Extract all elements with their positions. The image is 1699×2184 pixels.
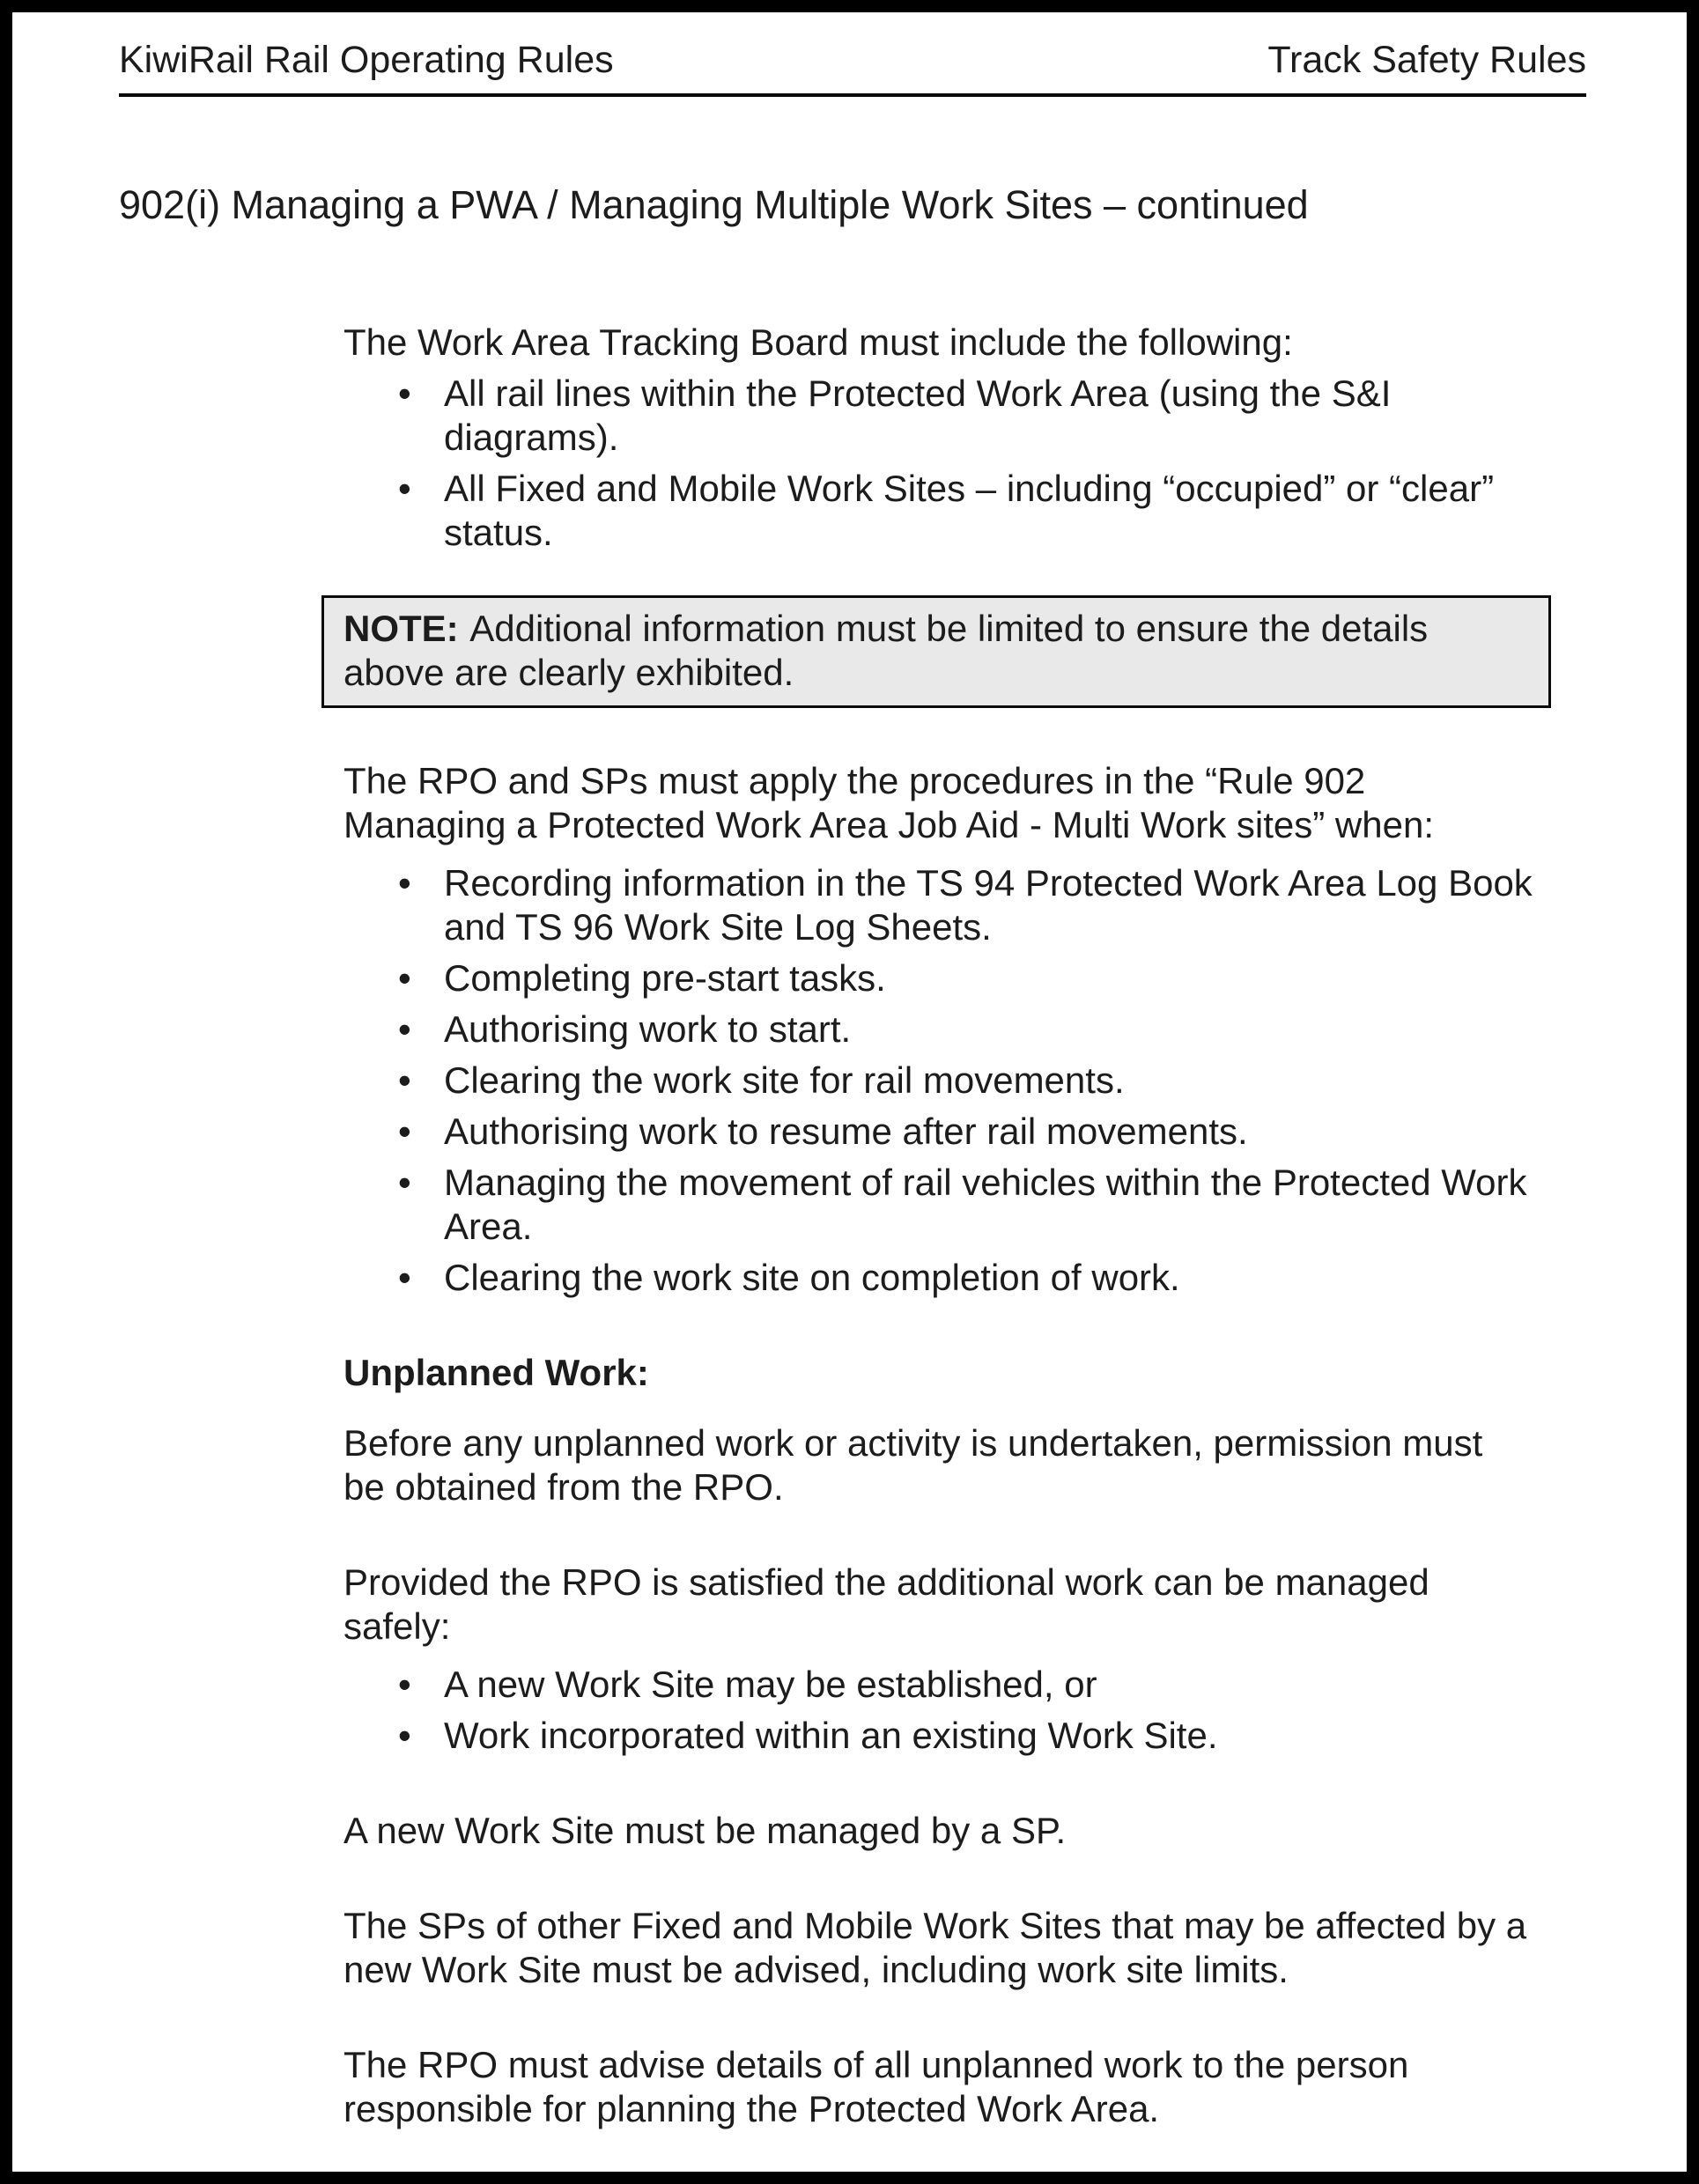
bullet-icon: • (398, 373, 411, 414)
paragraph-permission: Before any unplanned work or activity is undertaken, permission must be obtained from the RPO. (343, 1422, 1483, 1508)
tracking-board-list (343, 372, 1543, 555)
section-title: 902(i) Managing a PWA / Managing Multiple Work Sites – continued (119, 182, 1309, 227)
list-item-text: Authorising work to start. (444, 1008, 852, 1050)
list-item-text: Clearing the work site for rail movements. (444, 1059, 1125, 1101)
header-right-title: Track Safety Rules (1267, 39, 1586, 81)
header-left-title: KiwiRail Rail Operating Rules (119, 39, 614, 81)
list-item (398, 1110, 1543, 1154)
list-item-text: Recording information in the TS 94 Protected Work Area Log Book and TS 96 Work Site Log Sheets. (444, 862, 1533, 948)
paragraph-provided: Provided the RPO is satisfied the additional work can be managed safely: (343, 1561, 1429, 1647)
bullet-icon: • (398, 1008, 411, 1050)
list-item (398, 1059, 1543, 1103)
note-box (321, 595, 1551, 708)
bullet-icon: • (398, 1059, 411, 1101)
bullet-icon: • (398, 1715, 411, 1756)
list-item (398, 1161, 1543, 1249)
list-item (398, 1663, 1543, 1707)
list-item-text: Work incorporated within an existing Work Site. (444, 1715, 1218, 1756)
list-item-text: A new Work Site may be established, or (444, 1664, 1097, 1705)
list-item-text: All Fixed and Mobile Work Sites – including “occupied” or “clear” status. (444, 468, 1495, 553)
paragraph-sps-advised: The SPs of other Fixed and Mobile Work Sites that may be affected by a new Work Site must be advised, including work site limits. (343, 1905, 1527, 1990)
list-item (398, 956, 1543, 1000)
paragraph-procedures: The RPO and SPs must apply the procedures in the “Rule 902 Managing a Protected Work Area Job Aid - Multi Work sites” when: (343, 760, 1434, 845)
list-item (398, 1714, 1543, 1758)
bullet-icon: • (398, 468, 411, 509)
list-item-text: Completing pre-start tasks. (444, 957, 886, 999)
bullet-icon: • (398, 1162, 411, 1203)
bullet-icon: • (398, 1110, 411, 1152)
note-text: Additional information must be limited to ensure the details above are clearly exhibited. (343, 608, 1429, 693)
unplanned-work-heading: Unplanned Work: (343, 1352, 649, 1393)
procedures-list (343, 861, 1543, 1300)
page-header (119, 12, 1586, 97)
bullet-icon: • (398, 1257, 411, 1298)
bullet-icon: • (398, 1664, 411, 1705)
list-item-text: All rail lines within the Protected Work Area (using the S&I diagrams). (444, 373, 1392, 458)
list-item (398, 1256, 1543, 1300)
paragraph-intro: The Work Area Tracking Board must include the following: (343, 321, 1293, 363)
bullet-icon: • (398, 957, 411, 999)
document-body (12, 321, 1687, 2131)
list-item-text: Managing the movement of rail vehicles within the Protected Work Area. (444, 1162, 1527, 1247)
list-item-text: Clearing the work site on completion of work. (444, 1257, 1180, 1298)
note-label: NOTE: (343, 608, 459, 649)
bullet-icon: • (398, 862, 411, 904)
paragraph-rpo-advise: The RPO must advise details of all unplanned work to the person responsible for planning the Protected Work Area. (343, 2044, 1409, 2129)
list-item-text: Authorising work to resume after rail movements. (444, 1110, 1248, 1152)
list-item (398, 1007, 1543, 1051)
list-item (398, 861, 1543, 949)
paragraph-new-worksite: A new Work Site must be managed by a SP. (343, 1810, 1067, 1851)
list-item (398, 467, 1543, 555)
list-item (398, 372, 1543, 460)
unplanned-options-list (343, 1663, 1543, 1758)
